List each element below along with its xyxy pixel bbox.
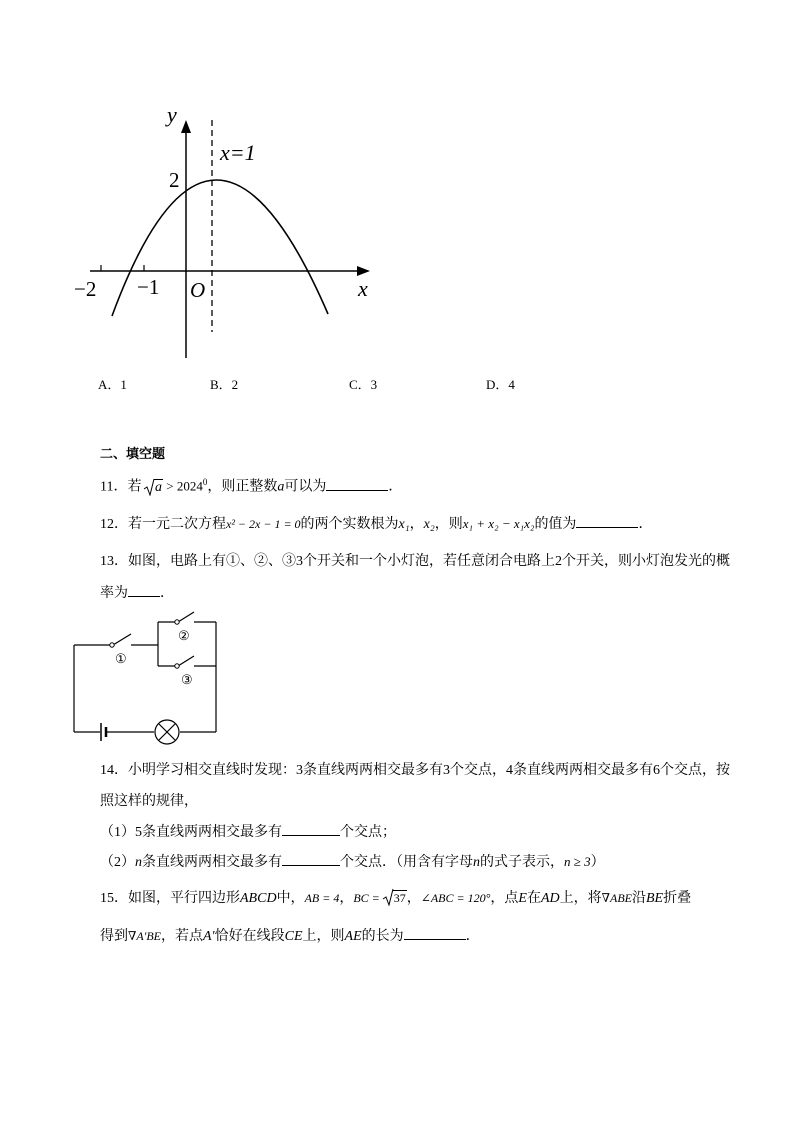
option-d: D．4 xyxy=(486,377,515,392)
q11-suffix: 可以为 xyxy=(284,479,327,495)
question-14-line1: 14．小明学习相交直线时发现：3条直线两两相交最多有3个交点，4条直线两两相交最多有6个交点，按 xyxy=(100,763,730,778)
q15-p6: 沿 xyxy=(632,891,646,906)
question-12 xyxy=(100,513,652,535)
q15-p2: 中， xyxy=(276,891,305,906)
x-tick-minus-1-label: −1 xyxy=(137,275,160,299)
q15-p3: ，点 xyxy=(490,891,519,906)
symmetry-line-label: x=1 xyxy=(220,140,256,165)
q13-end: ． xyxy=(160,586,174,601)
option-c: C．3 xyxy=(349,377,378,392)
q15-p10: 恰好在线段 xyxy=(214,929,285,944)
q14-sub1-suffix: 个交点； xyxy=(340,825,396,840)
q12-expression: x₁ + x₂ − x₁x₂ xyxy=(462,516,535,531)
q15-p4: 在 xyxy=(526,891,541,906)
q14-sub1-prefix: （1）5条直线两两相交最多有 xyxy=(100,825,282,840)
q14-sub2-prefix: （2） xyxy=(100,855,135,870)
switch-2-blade xyxy=(178,612,194,622)
q15-abcd: ABCD xyxy=(240,891,277,906)
radical-sign-icon xyxy=(143,478,155,496)
q12-mid: 的两个实数根为 xyxy=(300,517,399,532)
question-13-line1: 13．如图，电路上有①、②、③3个开关和一个小灯泡，若任意闭合电路上2个开关，则小灯泡发光的概 xyxy=(100,554,730,569)
parabola-graph xyxy=(60,95,390,365)
q15-p1: 15．如图，平行四边形 xyxy=(100,891,240,906)
q15-angle: ∠ABC = 120° xyxy=(420,891,491,905)
option-a: A．1 xyxy=(98,377,127,392)
q15-p7: 折叠 xyxy=(663,891,692,906)
q14-sub2-condition: n ≥ 3 xyxy=(564,854,591,869)
q14-sub2-close: ） xyxy=(590,855,605,870)
switch-2-label: ② xyxy=(178,628,190,643)
q15-answer-blank[interactable] xyxy=(404,925,466,940)
q15-sqrt-value: 37 xyxy=(393,891,406,905)
q11-radicand: a xyxy=(154,479,162,495)
y-tick-2-label: 2 xyxy=(169,168,180,192)
origin-label: O xyxy=(190,278,206,302)
q11-mid: ，则正整数 xyxy=(207,479,278,495)
q15-p11: 上，则 xyxy=(302,929,345,944)
q12-comma: ， xyxy=(409,517,424,532)
q14-sub2-mid: 条直线两两相交最多有 xyxy=(142,855,282,870)
q15-ap: A′ xyxy=(203,929,215,944)
switch-1-blade xyxy=(113,634,131,645)
q15-be: BE xyxy=(646,891,664,906)
q14-sub2-suffix: 个交点．（用含有字母 xyxy=(340,855,473,870)
q15-c1: ， xyxy=(339,891,354,906)
q12-root2: x₂ xyxy=(423,517,435,532)
q11-answer-blank[interactable] xyxy=(326,476,388,491)
switch-1-label: ① xyxy=(115,651,127,666)
option-b: B．2 xyxy=(210,377,239,392)
q14-sub2-answer-blank[interactable] xyxy=(282,851,340,866)
q15-tri2: ∇A′BE xyxy=(128,929,161,943)
x-axis-arrow xyxy=(357,266,370,276)
q15-p8: 得到 xyxy=(100,929,128,944)
question-15-line1 xyxy=(100,888,691,909)
q11-prefix: 11．若 xyxy=(100,479,142,495)
q11-var: a xyxy=(277,479,285,495)
q15-ad: AD xyxy=(540,891,560,906)
q15-p9: ，若点 xyxy=(161,929,203,944)
question-14-line2: 照这样的规律， xyxy=(100,794,198,809)
q11-exponent: 0 xyxy=(202,477,208,487)
q15-e: E xyxy=(518,891,527,906)
section-title: 二、填空题 xyxy=(100,447,166,462)
q14-sub2-var2: n xyxy=(473,855,480,870)
switch-3-blade xyxy=(178,656,194,666)
q12-equation: x² − 2x − 1 = 0 xyxy=(226,517,301,531)
question-14-sub2 xyxy=(100,851,605,873)
circuit-diagram xyxy=(68,608,224,748)
q15-p5: 上，将 xyxy=(559,891,602,906)
q15-p12: 的长为 xyxy=(361,929,404,944)
y-axis-label: y xyxy=(167,102,177,127)
q15-tri1: ∇ABE xyxy=(601,891,632,905)
q11-inequality: > 2024 xyxy=(162,478,203,494)
q15-end: ． xyxy=(465,929,480,944)
x-axis-label: x xyxy=(358,276,368,301)
question-11 xyxy=(100,472,402,498)
q12-answer-blank[interactable] xyxy=(576,513,638,528)
q12-suffix: 的值为 xyxy=(534,517,577,532)
switch-3-label: ③ xyxy=(181,672,193,687)
q15-ae: AE xyxy=(344,929,362,944)
question-15-line2 xyxy=(100,925,480,947)
q15-sqrt xyxy=(383,888,407,909)
y-axis-arrow xyxy=(181,120,191,133)
q14-sub2-var: n xyxy=(135,855,142,870)
question-14-sub1 xyxy=(100,821,396,843)
x-tick-minus-2-label: −2 xyxy=(74,277,97,301)
q15-bc: BC = xyxy=(353,891,380,905)
q14-sub1-answer-blank[interactable] xyxy=(282,821,340,836)
q13-line2-text: 率为 xyxy=(100,586,128,601)
question-13-line2 xyxy=(100,582,174,604)
q14-sub2-tail: 的式子表示， xyxy=(480,855,564,870)
q13-answer-blank[interactable] xyxy=(128,582,160,597)
q12-mid2: ，则 xyxy=(434,517,463,532)
q11-end: ． xyxy=(388,479,403,495)
q12-end: ． xyxy=(638,517,653,532)
q15-ce: CE xyxy=(284,929,303,944)
q12-root1: x₁ xyxy=(398,517,410,532)
q15-ab: AB = 4 xyxy=(304,891,340,905)
q12-prefix: 12．若一元二次方程 xyxy=(100,517,226,532)
radical-sign-icon xyxy=(382,888,394,906)
q11-sqrt xyxy=(145,478,163,498)
q15-c2: ， xyxy=(406,891,421,906)
